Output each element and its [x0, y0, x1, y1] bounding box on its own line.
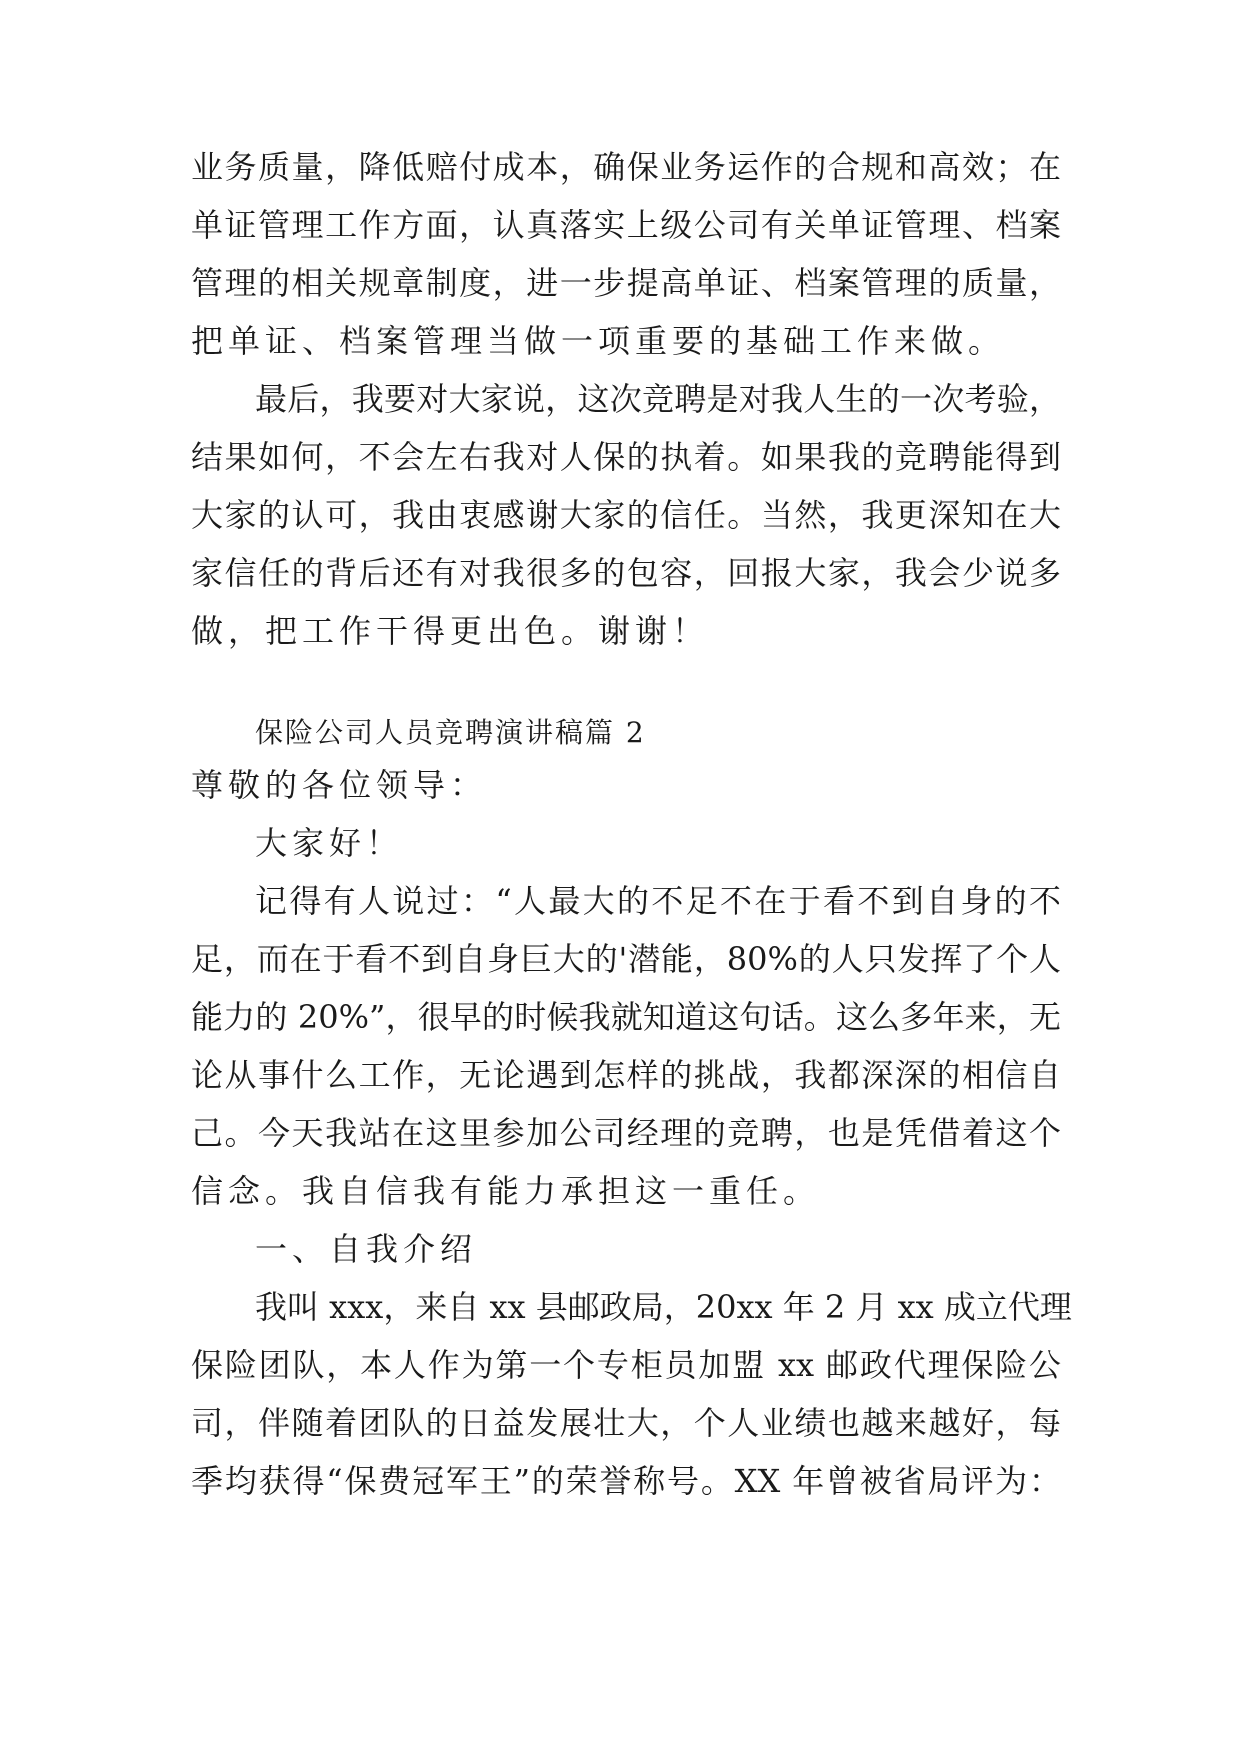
- paragraph-line: 大家的认可，我由衷感谢大家的信任。当然，我更深知在大: [191, 496, 1061, 534]
- salutation: 尊敬的各位领导：: [191, 766, 488, 804]
- paragraph-line: 保险团队，本人作为第一个专柜员加盟 xx 邮政代理保险公: [191, 1346, 1061, 1384]
- paragraph-line: 我叫 xxx，来自 xx 县邮政局，20xx 年 2 月 xx 成立代理: [255, 1288, 1072, 1326]
- section-title: 保险公司人员竞聘演讲稿篇 2: [255, 716, 646, 749]
- paragraph-line: 把单证、档案管理当做一项重要的基础工作来做。: [191, 322, 1006, 360]
- paragraph-line: 管理的相关规章制度，进一步提高单证、档案管理的质量，: [191, 264, 1061, 302]
- paragraph-line: 业务质量，降低赔付成本，确保业务运作的合规和高效；在: [191, 148, 1061, 186]
- paragraph-line: 结果如何，不会左右我对人保的执着。如果我的竞聘能得到: [191, 438, 1061, 476]
- paragraph-line: 做，把工作干得更出色。谢谢！: [191, 612, 710, 650]
- paragraph-line: 论从事什么工作，无论遇到怎样的挑战，我都深深的相信自: [191, 1056, 1061, 1094]
- greeting: 大家好！: [255, 824, 404, 862]
- paragraph-line: 最后，我要对大家说，这次竞聘是对我人生的一次考验，: [255, 380, 1061, 418]
- paragraph-line: 单证管理工作方面，认真落实上级公司有关单证管理、档案: [191, 206, 1061, 244]
- paragraph-line: 季均获得“保费冠军王”的荣誉称号。XX 年曾被省局评为：: [191, 1462, 1061, 1500]
- subsection-heading: 一、自我介绍: [255, 1230, 478, 1268]
- paragraph-line: 足，而在于看不到自身巨大的'潜能，80%的人只发挥了个人: [191, 940, 1061, 978]
- paragraph-line: 己。今天我站在这里参加公司经理的竞聘，也是凭借着这个: [191, 1114, 1061, 1152]
- paragraph-line: 家信任的背后还有对我很多的包容，回报大家，我会少说多: [191, 554, 1061, 592]
- paragraph-line: 记得有人说过：“人最大的不足不在于看不到自身的不: [255, 882, 1061, 920]
- paragraph-line: 能力的 20%”，很早的时候我就知道这句话。这么多年来，无: [191, 998, 1061, 1036]
- paragraph-line: 司，伴随着团队的日益发展壮大，个人业绩也越来越好，每: [191, 1404, 1061, 1442]
- paragraph-line: 信念。我自信我有能力承担这一重任。: [191, 1172, 821, 1210]
